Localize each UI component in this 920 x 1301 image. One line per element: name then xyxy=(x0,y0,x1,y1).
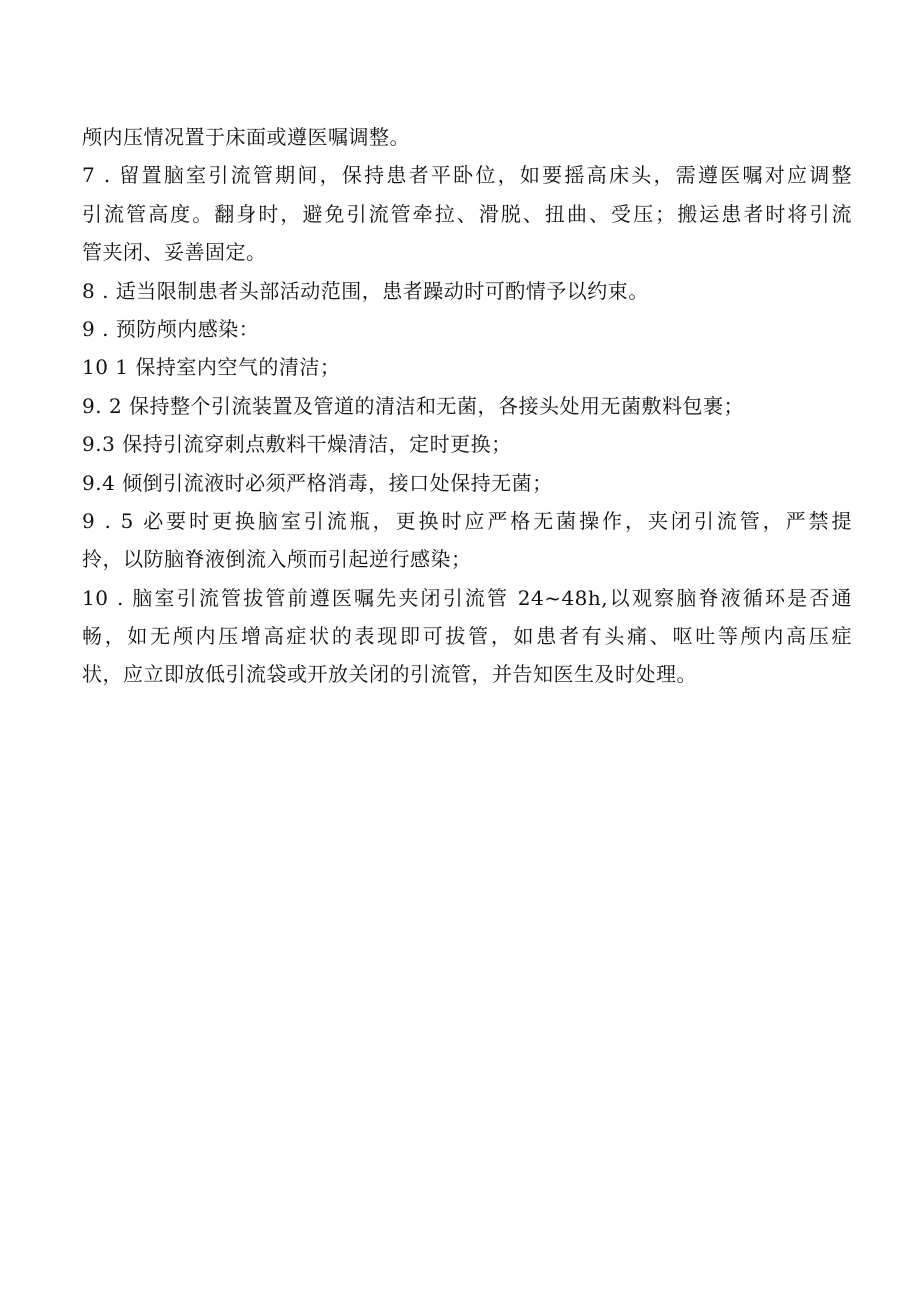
text-line: 9 . 预防颅内感染： xyxy=(82,316,260,341)
text-line: 7 . 留置脑室引流管期间，保持患者平卧位，如要摇高床头，需遵医嘱对应调整 xyxy=(82,163,852,188)
text-line: 拎，以防脑脊液倒流入颅而引起逆行感染； xyxy=(82,547,472,572)
text-line: 9. 2 保持整个引流装置及管道的清洁和无菌，各接头处用无菌敷料包裹； xyxy=(82,393,745,418)
text-line: 管夹闭、妥善固定。 xyxy=(82,240,267,265)
text-line: 8 . 适当限制患者头部活动范围，患者躁动时可酌情予以约束。 xyxy=(82,278,649,303)
text-line: 9 . 5 必要时更换脑室引流瓶，更换时应严格无菌操作，夹闭引流管，严禁提 xyxy=(82,508,852,533)
text-line: 10 1 保持室内空气的清洁； xyxy=(82,355,341,380)
text-line: 10 . 脑室引流管拔管前遵医嘱先夹闭引流管 24~48h,以观察脑脊液循环是否通 xyxy=(82,585,852,610)
text-line: 9.4 倾倒引流液时必须严格消毒，接口处保持无菌； xyxy=(82,470,553,495)
text-line: 颅内压情况置于床面或遵医嘱调整。 xyxy=(82,125,410,149)
text-line: 畅，如无颅内压增高症状的表现即可拔管，如患者有头痛、呕吐等颅内高压症 xyxy=(82,624,852,649)
text-line: 9.3 保持引流穿刺点敷料干燥清洁，定时更换； xyxy=(82,432,512,457)
text-line: 引流管高度。翻身时，避免引流管牵拉、滑脱、扭曲、受压；搬运患者时将引流 xyxy=(82,201,852,226)
document-body xyxy=(82,118,852,694)
text-line: 状，应立即放低引流袋或开放关闭的引流管，并告知医生及时处理。 xyxy=(82,662,697,687)
